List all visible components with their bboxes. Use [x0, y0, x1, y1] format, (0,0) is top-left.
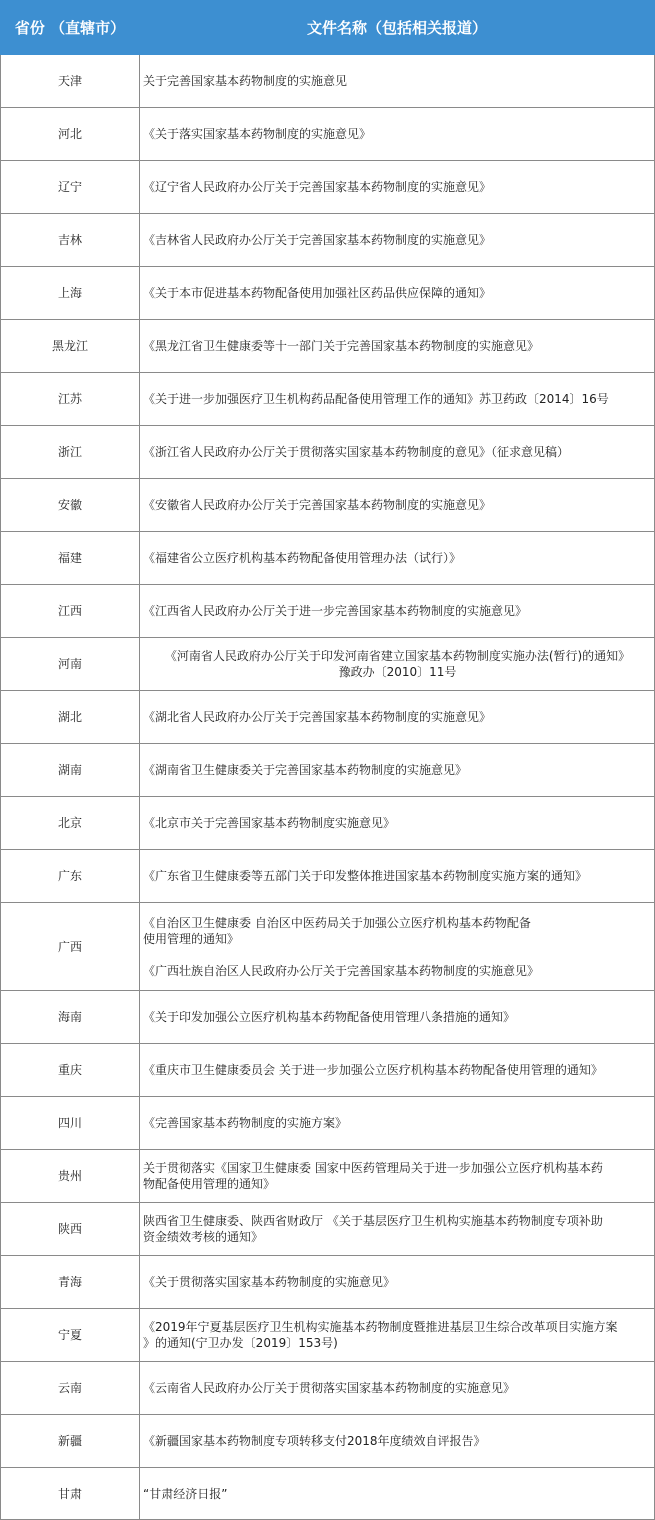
document-title: 《广西壮族自治区人民政府办公厅关于完善国家基本药物制度的实施意见》: [143, 963, 540, 978]
document-title: 物配备使用管理的通知》: [143, 1177, 276, 1191]
table-row: [1, 1256, 655, 1309]
province-cell: 福建: [1, 532, 140, 585]
table-row: [1, 267, 655, 320]
table-row: [1, 373, 655, 426]
document-title: 》的通知(宁卫办发〔2019〕153号): [143, 1336, 338, 1350]
province-cell: 江苏: [1, 373, 140, 426]
document-column-header: 文件名称（包括相关报道）: [140, 1, 655, 55]
document-title: 资金绩效考核的通知》: [143, 1230, 264, 1244]
table-row: [1, 638, 655, 691]
province-cell: 黑龙江: [1, 320, 140, 373]
document-cell: [140, 1362, 655, 1415]
province-cell: 河南: [1, 638, 140, 691]
table-body: [1, 55, 655, 1520]
document-cell: [140, 214, 655, 267]
document-cell: [140, 1044, 655, 1097]
document-title: 《关于本市促进基本药物配备使用加强社区药品供应保障的通知》: [143, 286, 492, 300]
document-cell: [140, 161, 655, 214]
document-cell: [140, 638, 655, 691]
table-row: [1, 850, 655, 903]
table-row: [1, 1468, 655, 1520]
province-cell: 贵州: [1, 1150, 140, 1203]
document-title: 使用管理的通知》: [143, 931, 240, 946]
document-title: 《完善国家基本药物制度的实施方案》: [143, 1116, 348, 1130]
table-row: [1, 991, 655, 1044]
document-title: 陕西省卫生健康委、陕西省财政厅 《关于基层医疗卫生机构实施基本药物制度专项补助: [143, 1214, 603, 1228]
document-cell: [140, 1203, 655, 1256]
province-cell: 浙江: [1, 426, 140, 479]
document-title: 《新疆国家基本药物制度专项转移支付2018年度绩效自评报告》: [143, 1434, 486, 1448]
province-cell: 吉林: [1, 214, 140, 267]
document-cell: [140, 850, 655, 903]
province-cell: 新疆: [1, 1415, 140, 1468]
table-row: [1, 532, 655, 585]
document-title: 《河南省人民政府办公厅关于印发河南省建立国家基本药物制度实施办法(暂行)的通知》: [164, 649, 631, 663]
province-cell: 海南: [1, 991, 140, 1044]
document-title: 关于完善国家基本药物制度的实施意见: [143, 74, 348, 88]
document-cell: [140, 108, 655, 161]
document-title: 《湖南省卫生健康委关于完善国家基本药物制度的实施意见》: [143, 763, 468, 777]
document-cell: [140, 1097, 655, 1150]
document-title: 《吉林省人民政府办公厅关于完善国家基本药物制度的实施意见》: [143, 233, 492, 247]
document-cell: [140, 320, 655, 373]
table-row: [1, 1415, 655, 1468]
document-cell: [140, 267, 655, 320]
province-cell: 青海: [1, 1256, 140, 1309]
document-title: “甘肃经济日报”: [143, 1486, 228, 1501]
province-cell: 安徽: [1, 479, 140, 532]
document-title: 关于贯彻落实《国家卫生健康委 国家中医药管理局关于进一步加强公立医疗机构基本药: [143, 1161, 603, 1175]
table-row: [1, 479, 655, 532]
table-row: [1, 797, 655, 850]
document-title: 《自治区卫生健康委 自治区中医药局关于加强公立医疗机构基本药物配备: [143, 915, 531, 930]
document-cell: [140, 532, 655, 585]
table-row: [1, 691, 655, 744]
province-cell: 天津: [1, 55, 140, 108]
document-cell: [140, 797, 655, 850]
table-row: [1, 55, 655, 108]
document-cell: [140, 479, 655, 532]
document-cell: [140, 991, 655, 1044]
table-header-row: [1, 1, 655, 55]
table-row: [1, 585, 655, 638]
document-title: 《北京市关于完善国家基本药物制度实施意见》: [143, 816, 396, 830]
document-cell: [140, 373, 655, 426]
province-cell: 甘肃: [1, 1468, 140, 1520]
table-row: [1, 1097, 655, 1150]
document-title: 《黑龙江省卫生健康委等十一部门关于完善国家基本药物制度的实施意见》: [143, 339, 540, 353]
table-row: [1, 1044, 655, 1097]
document-title: 《关于进一步加强医疗卫生机构药品配备使用管理工作的通知》苏卫药政〔2014〕16号: [143, 392, 609, 406]
province-cell: 江西: [1, 585, 140, 638]
table-row: [1, 426, 655, 479]
document-cell: [140, 1468, 655, 1520]
document-title: 《广东省卫生健康委等五部门关于印发整体推进国家基本药物制度实施方案的通知》: [143, 869, 588, 883]
document-title: 《福建省公立医疗机构基本药物配备使用管理办法（试行）》: [143, 551, 462, 565]
document-cell: [140, 585, 655, 638]
document-title: 《安徽省人民政府办公厅关于完善国家基本药物制度的实施意见》: [143, 498, 492, 512]
province-cell: 重庆: [1, 1044, 140, 1097]
table-row: [1, 744, 655, 797]
province-cell: 云南: [1, 1362, 140, 1415]
document-cell: [140, 55, 655, 108]
table-row: [1, 903, 655, 991]
document-title: 豫政办〔2010〕11号: [338, 665, 457, 679]
document-cell: [140, 1256, 655, 1309]
table-row: [1, 108, 655, 161]
province-cell: 湖南: [1, 744, 140, 797]
province-cell: 河北: [1, 108, 140, 161]
province-cell: 陕西: [1, 1203, 140, 1256]
table-row: [1, 1362, 655, 1415]
province-cell: 四川: [1, 1097, 140, 1150]
document-cell: [140, 426, 655, 479]
table-row: [1, 1203, 655, 1256]
document-cell: [140, 903, 655, 991]
province-cell: 湖北: [1, 691, 140, 744]
province-cell: 广西: [1, 903, 140, 991]
table-row: [1, 214, 655, 267]
province-cell: 广东: [1, 850, 140, 903]
document-cell: [140, 1309, 655, 1362]
document-title: 《关于印发加强公立医疗机构基本药物配备使用管理八条措施的通知》: [143, 1010, 516, 1024]
document-cell: [140, 1415, 655, 1468]
province-cell: 辽宁: [1, 161, 140, 214]
document-title: 《关于落实国家基本药物制度的实施意见》: [143, 127, 372, 141]
document-title: 《辽宁省人民政府办公厅关于完善国家基本药物制度的实施意见》: [143, 180, 492, 194]
province-cell: 北京: [1, 797, 140, 850]
document-title: 《2019年宁夏基层医疗卫生机构实施基本药物制度暨推进基层卫生综合改革项目实施方案: [143, 1320, 618, 1334]
province-cell: 宁夏: [1, 1309, 140, 1362]
document-title: 《江西省人民政府办公厅关于进一步完善国家基本药物制度的实施意见》: [143, 604, 528, 618]
document-cell: [140, 744, 655, 797]
document-cell: [140, 1150, 655, 1203]
document-title: 《湖北省人民政府办公厅关于完善国家基本药物制度的实施意见》: [143, 710, 492, 724]
table-row: [1, 1309, 655, 1362]
document-title: 《浙江省人民政府办公厅关于贯彻落实国家基本药物制度的意见》（征求意见稿）: [143, 445, 570, 459]
document-title: 《重庆市卫生健康委员会 关于进一步加强公立医疗机构基本药物配备使用管理的通知》: [143, 1063, 603, 1077]
document-title: 《关于贯彻落实国家基本药物制度的实施意见》: [143, 1275, 396, 1289]
province-column-header: 省份 （直辖市）: [1, 1, 140, 55]
document-title: 《云南省人民政府办公厅关于贯彻落实国家基本药物制度的实施意见》: [143, 1381, 516, 1395]
table-row: [1, 161, 655, 214]
table-row: [1, 320, 655, 373]
province-cell: 上海: [1, 267, 140, 320]
document-cell: [140, 691, 655, 744]
table-row: [1, 1150, 655, 1203]
